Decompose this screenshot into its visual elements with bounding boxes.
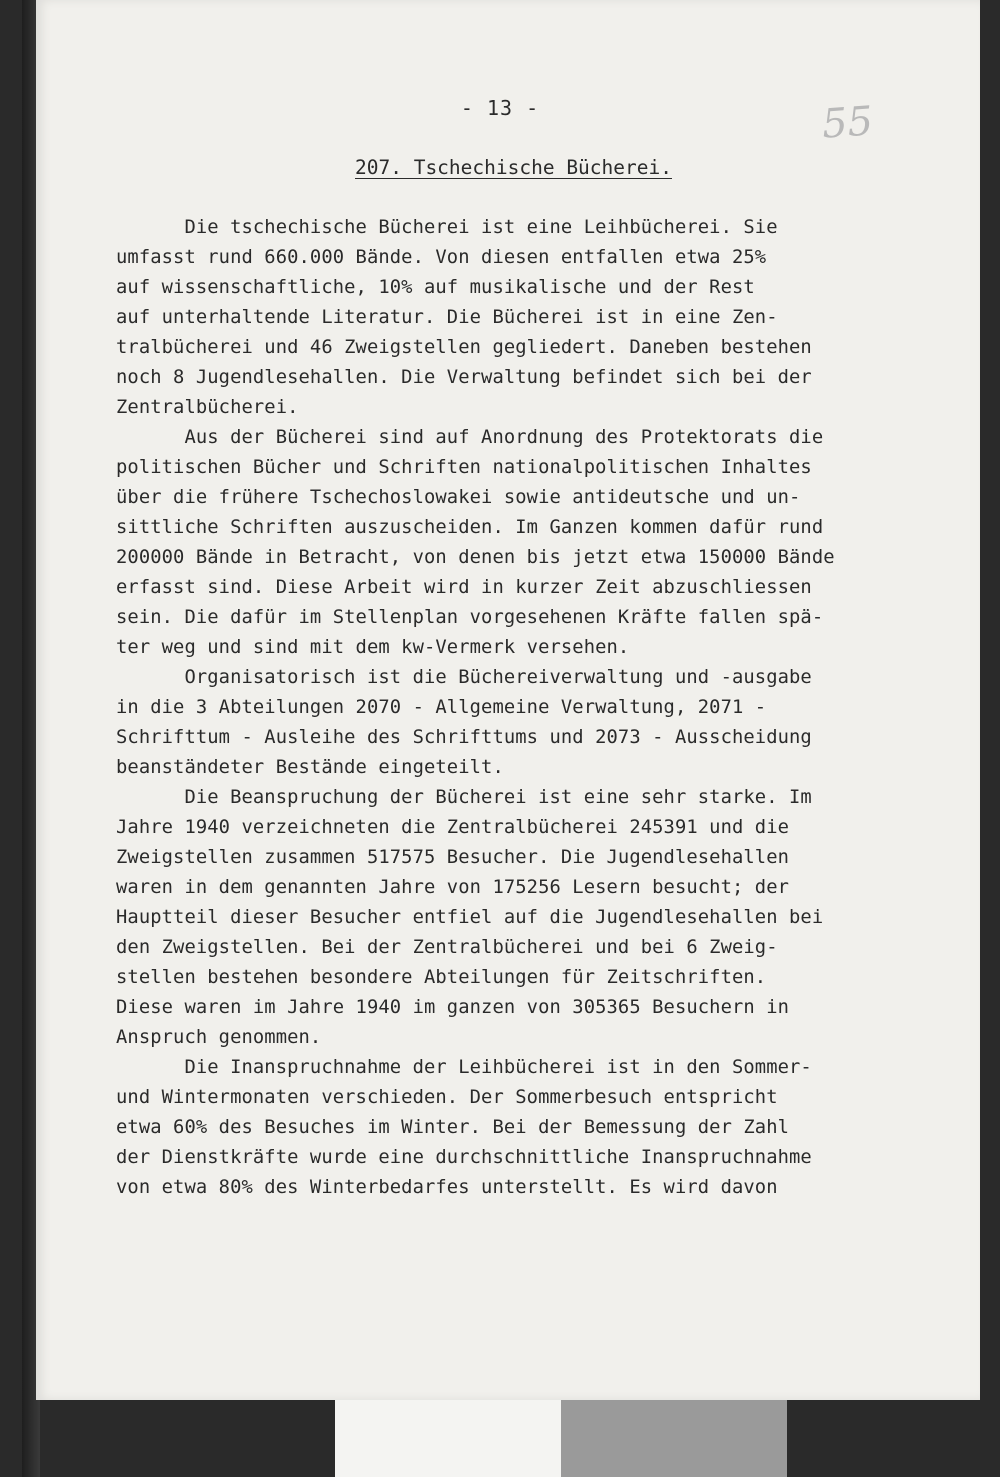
- text-line: sittliche Schriften auszuscheiden. Im Ganzen kommen dafür rund: [116, 517, 824, 538]
- text-line: in die 3 Abteilungen 2070 - Allgemeine Verwaltung, 2071 -: [116, 697, 767, 718]
- text-line: stellen bestehen besondere Abteilungen für Zeitschriften.: [116, 967, 767, 988]
- text-line: Zentralbücherei.: [116, 397, 299, 418]
- text-line: Organisatorisch ist die Büchereiverwaltung und -ausgabe: [116, 667, 812, 688]
- text-line: Diese waren im Jahre 1940 im ganzen von 305365 Besuchern in: [116, 997, 790, 1018]
- text-line: noch 8 Jugendlesehallen. Die Verwaltung befindet sich bei der: [116, 367, 812, 388]
- text-line: und Wintermonaten verschieden. Der Sommerbesuch entspricht: [116, 1087, 778, 1108]
- text-line: Die Inanspruchnahme der Leihbücherei ist in den Sommer-: [116, 1057, 812, 1078]
- text-line: der Dienstkräfte wurde eine durchschnittliche Inanspruchnahme: [116, 1147, 812, 1168]
- text-line: sein. Die dafür im Stellenplan vorgesehenen Kräfte fallen spä-: [116, 607, 824, 628]
- text-line: beanständeter Bestände eingeteilt.: [116, 757, 504, 778]
- text-line: erfasst sind. Diese Arbeit wird in kurzer Zeit abzuschliessen: [116, 577, 812, 598]
- text-line: 200000 Bände in Betracht, von denen bis jetzt etwa 150000 Bände: [116, 547, 835, 568]
- text-line: von etwa 80% des Winterbedarfes unterstellt. Es wird davon: [116, 1177, 778, 1198]
- text-line: tralbücherei und 46 Zweigstellen gegliedert. Daneben bestehen: [116, 337, 812, 358]
- text-line: Schrifttum - Ausleihe des Schrifttums und 2073 - Ausscheidung: [116, 727, 812, 748]
- text-line: auf unterhaltende Literatur. Die Bücherei ist in eine Zen-: [116, 307, 778, 328]
- body-text: [116, 213, 906, 1203]
- text-line: Die Beanspruchung der Bücherei ist eine sehr starke. Im: [116, 787, 812, 808]
- text-line: auf wissenschaftliche, 10% auf musikalische und der Rest: [116, 277, 755, 298]
- scan-calibration-gray: [561, 1400, 787, 1477]
- text-line: Jahre 1940 verzeichneten die Zentralbücherei 245391 und die: [116, 817, 790, 838]
- text-line: umfasst rund 660.000 Bände. Von diesen entfallen etwa 25%: [116, 247, 767, 268]
- archive-folio-number: 55: [820, 98, 875, 148]
- text-line: Aus der Bücherei sind auf Anordnung des Protektorats die: [116, 427, 824, 448]
- text-line: politischen Bücher und Schriften nationalpolitischen Inhaltes: [116, 457, 812, 478]
- text-line: über die frühere Tschechoslowakei sowie antideutsche und un-: [116, 487, 801, 508]
- text-line: Zweigstellen zusammen 517575 Besucher. Die Jugendlesehallen: [116, 847, 790, 868]
- text-line: Anspruch genommen.: [116, 1027, 322, 1048]
- text-line: Hauptteil dieser Besucher entfiel auf die Jugendlesehallen bei: [116, 907, 824, 928]
- text-line: Die tschechische Bücherei ist eine Leihbücherei. Sie: [116, 217, 778, 238]
- text-line: waren in dem genannten Jahre von 175256 Lesern besucht; der: [116, 877, 790, 898]
- text-line: ter weg und sind mit dem kw-Vermerk versehen.: [116, 637, 630, 658]
- text-line: den Zweigstellen. Bei der Zentralbücherei und bei 6 Zweig-: [116, 937, 778, 958]
- scan-calibration-white: [335, 1400, 561, 1477]
- page-number: - 13 -: [460, 96, 540, 120]
- text-line: etwa 60% des Besuches im Winter. Bei der Bemessung der Zahl: [116, 1117, 790, 1138]
- section-heading: 207. Tschechische Bücherei.: [355, 156, 672, 179]
